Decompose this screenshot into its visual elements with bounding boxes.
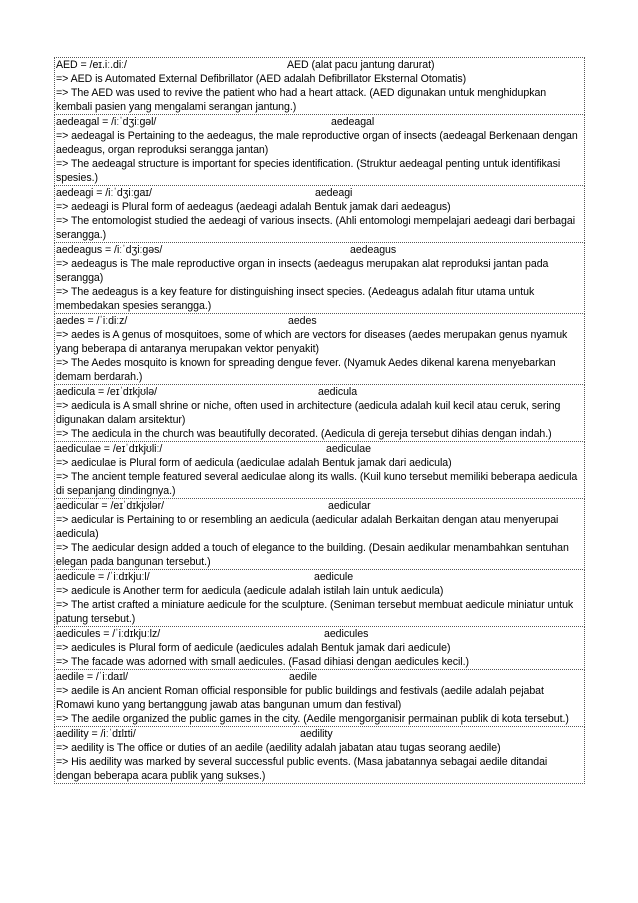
entry-headline <box>56 186 583 200</box>
entry-aedicules <box>54 627 585 670</box>
entry-aedeagus <box>54 243 585 314</box>
entry-pronunciation: aedicular = /eɪˈdɪkjʊlər/ <box>56 500 164 512</box>
entry-definition: => aedicular is Pertaining to or resembling an aedicula (aedicular adalah Berkaitan dengan atau menyerupai aedicula) <box>56 514 559 540</box>
entry-aedicula <box>54 385 585 442</box>
entry-pronunciation: aediculae = /eɪˈdɪkjʊliː/ <box>56 443 163 455</box>
entry-word: aedes <box>288 315 317 327</box>
entry-aedeagi <box>54 186 585 243</box>
entry-word: aedicules <box>324 628 369 640</box>
entry-pronunciation: aedicule = /ˈiːdɪkjuːl/ <box>56 571 150 583</box>
entry-definition: => aedility is The office or duties of an aedile (aedility adalah jabatan atau tugas seorang aedile) <box>56 742 501 754</box>
entry-pronunciation: aedeagi = /iːˈdʒiːɡaɪ/ <box>56 187 152 199</box>
entry-pronunciation: aedicules = /ˈiːdɪkjuːlz/ <box>56 628 161 640</box>
entry-aedility <box>54 727 585 784</box>
entry-aedile <box>54 670 585 727</box>
entry-pronunciation: aedile = /ˈiːdaɪl/ <box>56 671 129 683</box>
entry-word: aedile <box>289 671 317 683</box>
entry-headline <box>56 115 583 129</box>
entry-aedes <box>54 314 585 385</box>
entry-example: => The AED was used to revive the patient who had a heart attack. (AED digunakan untuk menghidupkan kembali pasien yang mengalami serangan jantung.) <box>56 87 547 113</box>
entry-headline <box>56 442 583 456</box>
entry-definition: => aedes is A genus of mosquitoes, some of which are vectors for diseases (aedes merupakan genus nyamuk yang beberapa di antaranya merupakan vektor penyakit) <box>56 329 568 355</box>
entry-word: aedicula <box>318 386 358 398</box>
entry-definition: => aedeagus is The male reproductive organ in insects (aedeagus merupakan alat reproduksi jantan pada serangga) <box>56 258 549 284</box>
entry-word: aedeagus <box>350 244 397 256</box>
entry-pronunciation: aedes = /ˈiːdiːz/ <box>56 315 128 327</box>
entry-pronunciation: aedeagal = /iːˈdʒiːɡəl/ <box>56 116 157 128</box>
entry-definition: => aedicules is Plural form of aedicule (aedicules adalah Bentuk jamak dari aedicule) <box>56 642 451 654</box>
entry-definition: => aediculae is Plural form of aedicula (aediculae adalah Bentuk jamak dari aedicula) <box>56 457 452 469</box>
entry-headline <box>56 499 583 513</box>
entry-definition: => aedicule is Another term for aedicula (aedicule adalah istilah lain untuk aedicula) <box>56 585 444 597</box>
entry-headline <box>56 627 583 641</box>
entry-aediculae <box>54 442 585 499</box>
entry-example: => The ancient temple featured several aediculae along its walls. (Kuil kuno tersebut memiliki beberapa aedicula di sepanjang dindingnya.) <box>56 471 578 497</box>
entry-word: aedicule <box>314 571 354 583</box>
entry-example: => The entomologist studied the aedeagi of various insects. (Ahli entomologi mempelajari aedeagi dari berbagai serangga.) <box>56 215 576 241</box>
entry-aedicular <box>54 499 585 570</box>
entry-aed <box>54 57 585 115</box>
entry-word: aedeagal <box>331 116 375 128</box>
entry-example: => The aedile organized the public games in the city. (Aedile mengorganisir permainan publik di kota tersebut.) <box>56 713 569 725</box>
entry-headline <box>56 670 583 684</box>
entry-aedeagal <box>54 115 585 186</box>
entry-word: aedeagi <box>315 187 353 199</box>
entry-word: aedicular <box>328 500 371 512</box>
entry-pronunciation: aedicula = /eɪˈdɪkjʊlə/ <box>56 386 158 398</box>
entry-pronunciation: aedeagus = /iːˈdʒiːɡəs/ <box>56 244 163 256</box>
entry-example: => The artist crafted a miniature aedicule for the sculpture. (Seniman tersebut membuat aedicule miniatur untuk patung tersebut.) <box>56 599 574 625</box>
entry-word: aediculae <box>326 443 371 455</box>
entry-example: => His aedility was marked by several successful public events. (Masa jabatannya sebagai aedile ditandai dengan beberapa acara publik yang sukses.) <box>56 756 548 782</box>
entry-example: => The Aedes mosquito is known for spreading dengue fever. (Nyamuk Aedes dikenal karena menyebarkan demam berdarah.) <box>56 357 556 383</box>
entry-definition: => AED is Automated External Defibrillator (AED adalah Defibrillator Eksternal Otomatis) <box>56 73 467 85</box>
entry-definition: => aedicula is A small shrine or niche, often used in architecture (aedicula adalah kuil kecil atau ceruk, sering digunakan dalam arsitektur) <box>56 400 561 426</box>
entry-example: => The aedicula in the church was beautifully decorated. (Aedicula di gereja tersebut dihias dengan indah.) <box>56 428 552 440</box>
entry-definition: => aedile is An ancient Roman official responsible for public buildings and festivals (aedile adalah pejabat Romawi kuno yang bertanggung jawab atas bangunan umum dan festival) <box>56 685 544 711</box>
entry-word: AED (alat pacu jantung darurat) <box>287 59 435 71</box>
entry-example: => The aedeagus is a key feature for distinguishing insect species. (Aedeagus adalah fitur utama untuk membedakan spesies serangga.) <box>56 286 535 312</box>
entry-pronunciation: AED = /eɪ.iː.diː/ <box>56 59 127 71</box>
entry-headline <box>56 385 583 399</box>
entry-headline <box>56 243 583 257</box>
entry-word: aedility <box>300 728 333 740</box>
entry-example: => The aedeagal structure is important for species identification. (Struktur aedeagal penting untuk identifikasi spesies.) <box>56 158 561 184</box>
entry-example: => The aedicular design added a touch of elegance to the building. (Desain aedikular menambahkan sentuhan elegan pada bangunan tersebut.) <box>56 542 569 568</box>
entry-headline <box>56 727 583 741</box>
entry-pronunciation: aedility = /iːˈdɪlɪti/ <box>56 728 136 740</box>
entry-example: => The facade was adorned with small aedicules. (Fasad dihiasi dengan aedicules kecil.) <box>56 656 469 668</box>
glossary-table <box>54 57 585 784</box>
entry-definition: => aedeagal is Pertaining to the aedeagus, the male reproductive organ of insects (aedeagal Berkenaan dengan aedeagus, organ reproduksi serangga jantan) <box>56 130 578 156</box>
entry-headline <box>56 58 583 72</box>
entry-headline <box>56 570 583 584</box>
entry-headline <box>56 314 583 328</box>
entry-definition: => aedeagi is Plural form of aedeagus (aedeagi adalah Bentuk jamak dari aedeagus) <box>56 201 451 213</box>
entry-aedicule <box>54 570 585 627</box>
